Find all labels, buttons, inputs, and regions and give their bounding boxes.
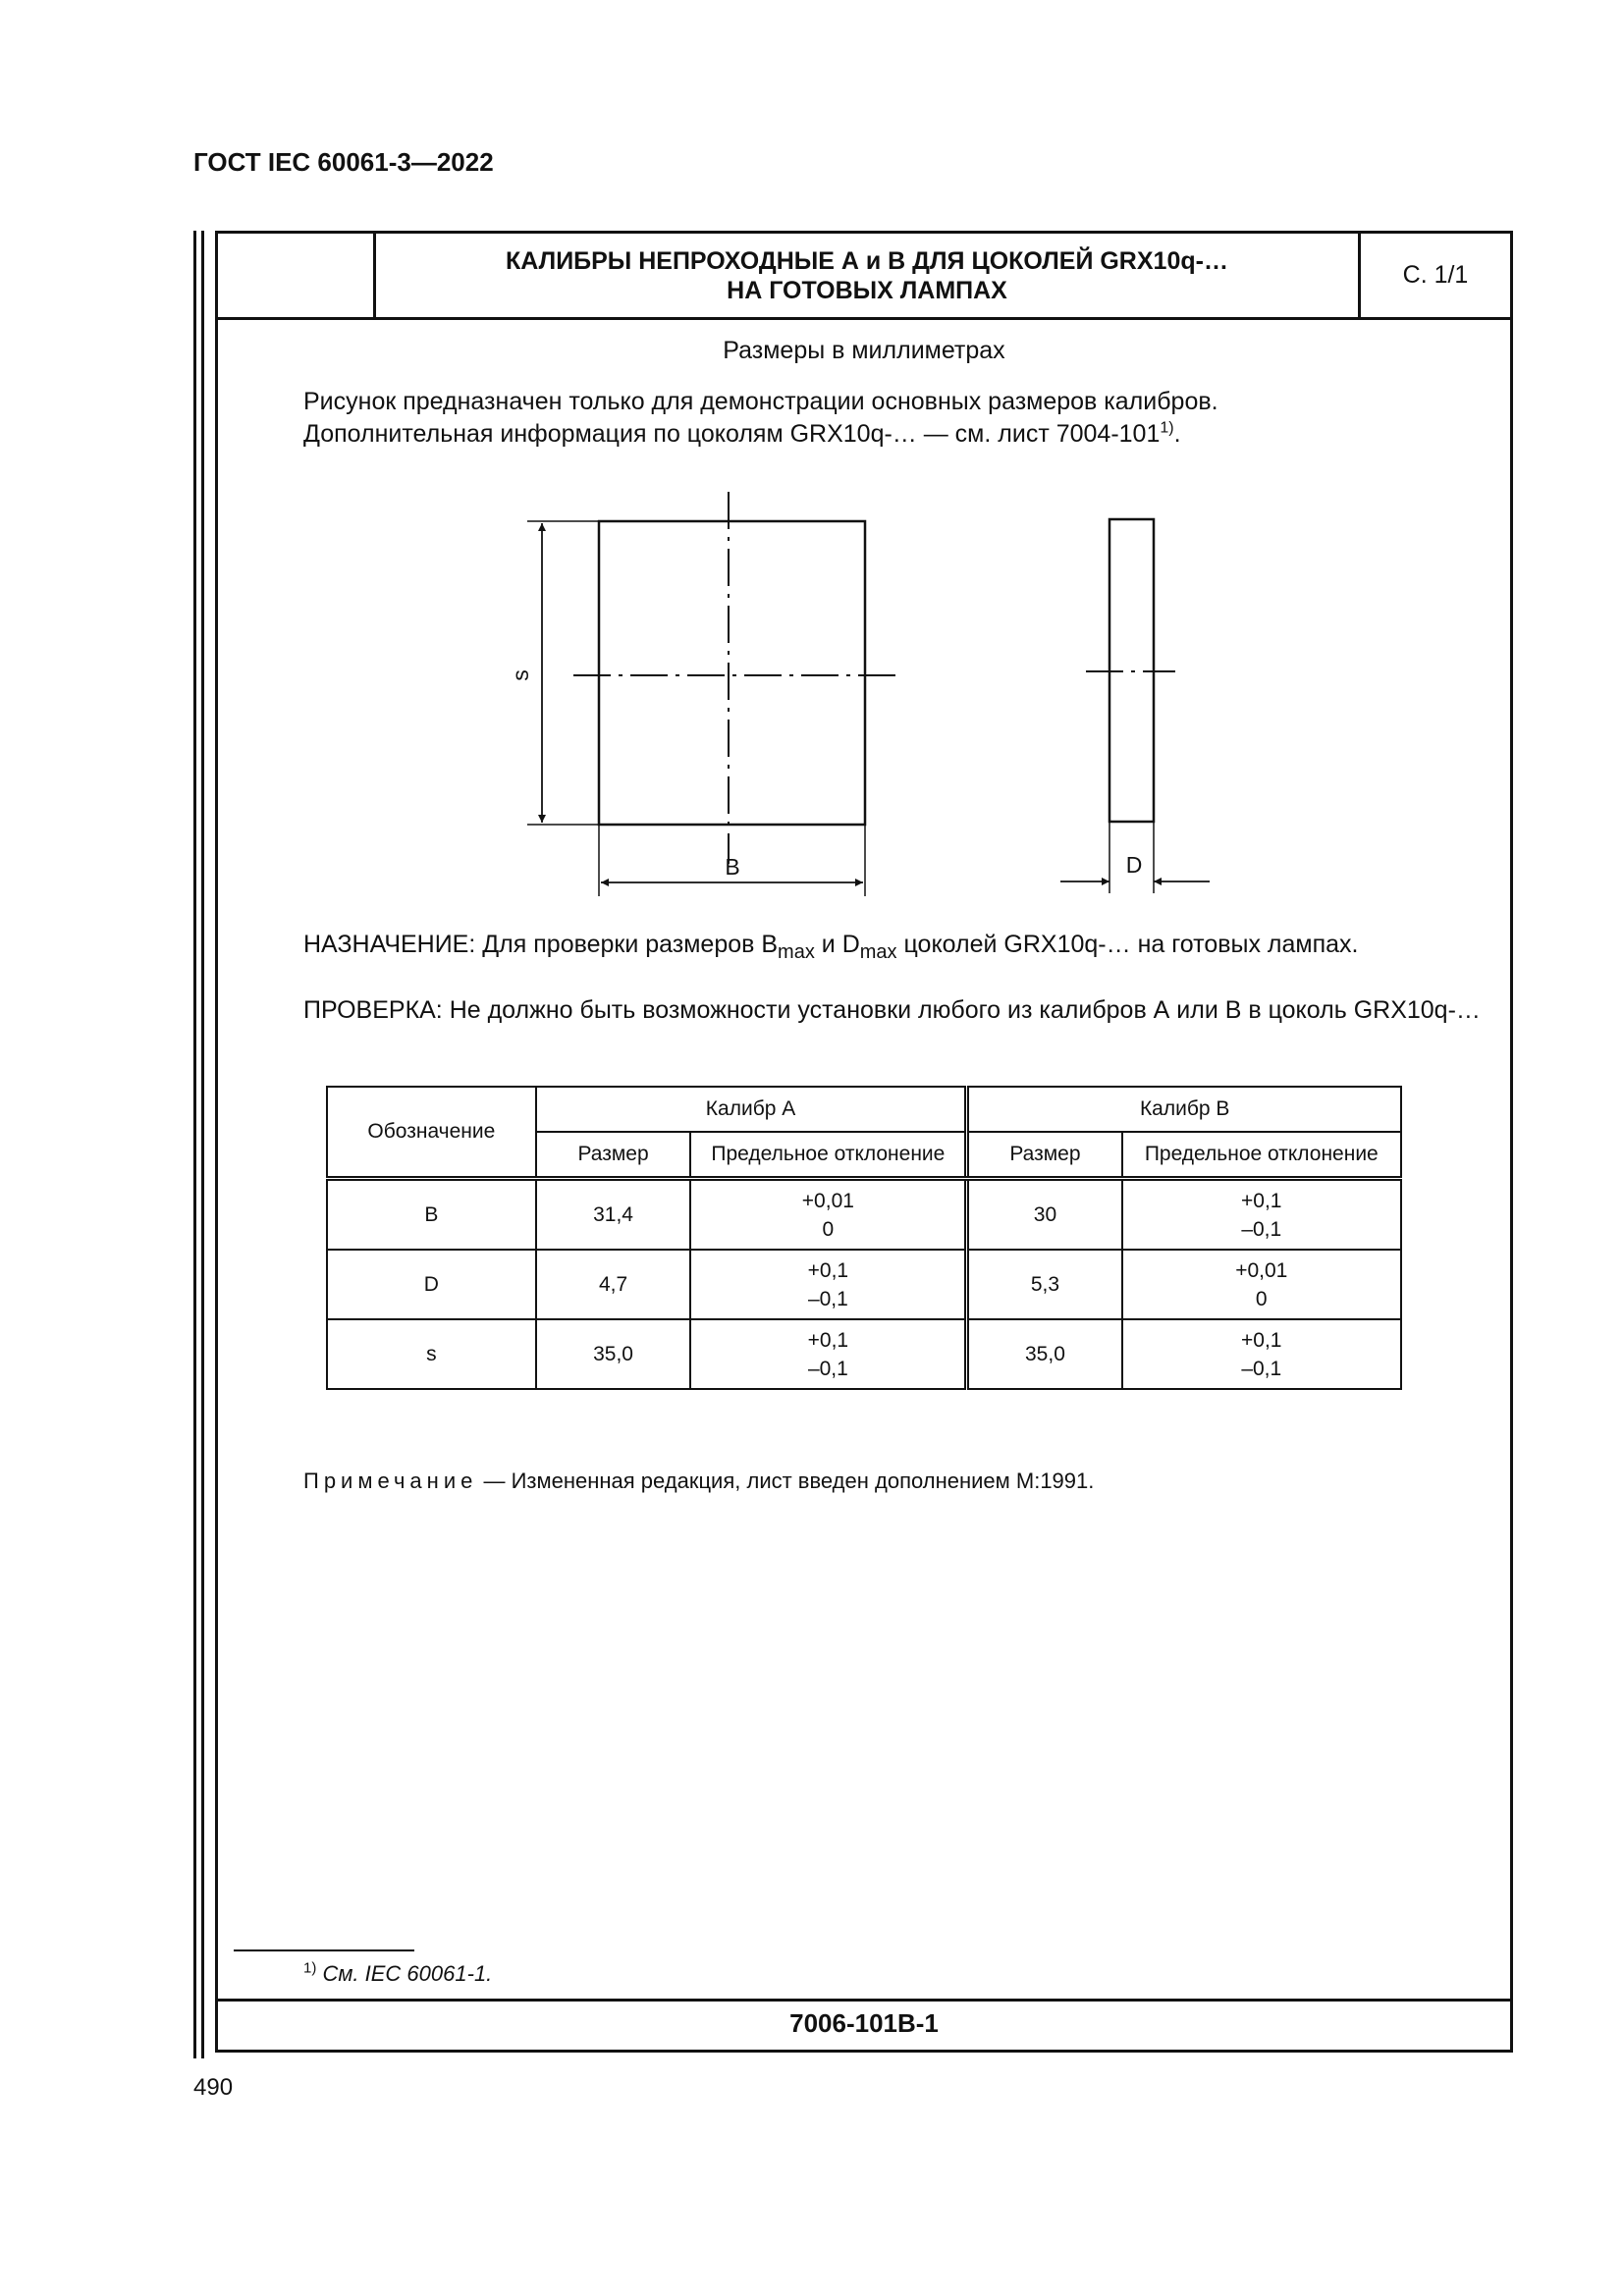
gauge-front-outline [599, 521, 865, 825]
b-size-cell: 5,3 [967, 1250, 1122, 1319]
tolerance-upper: +0,1 [807, 1328, 849, 1352]
purpose-sub-2: max [859, 941, 897, 963]
table-row [327, 1179, 1401, 1251]
a-size-cell: 31,4 [536, 1179, 691, 1251]
a-size-cell: 4,7 [536, 1250, 691, 1319]
units-note: Размеры в миллиметрах [723, 337, 1005, 364]
header-gauge-a: Калибр А [536, 1087, 967, 1132]
footnote-ref: 1) [1160, 419, 1174, 437]
label-b: B [725, 854, 740, 880]
dimensions-table [326, 1086, 1402, 1390]
tolerance-lower: –0,1 [807, 1287, 848, 1310]
check-paragraph: ПРОВЕРКА: Не должно быть возможности установки любого из калибров А или В в цоколь GRX10q-… [303, 996, 1481, 1024]
intro-line-2-text: Дополнительная информация по цоколям GRX10q-… — см. лист 7004-101 [303, 420, 1161, 448]
purpose-text-3: цоколей GRX10q-… на готовых лампах. [896, 931, 1359, 958]
tolerance-lower: –0,1 [807, 1357, 848, 1380]
header-a-tolerance: Предельное отклонение [690, 1132, 966, 1179]
tolerance-upper: +0,01 [801, 1189, 854, 1212]
sheet-number: 7006-101В-1 [789, 2008, 939, 2038]
gauge-drawing [218, 234, 1510, 921]
purpose-text-2: и D [814, 931, 860, 958]
table-row [327, 1250, 1401, 1319]
tolerance-lower: 0 [1255, 1287, 1268, 1310]
b-tolerance-cell [1122, 1179, 1401, 1251]
note-text: — Измененная редакция, лист введен дополнением М:1991. [477, 1468, 1095, 1493]
left-margin-line [201, 231, 204, 2058]
header-designation: Обозначение [327, 1087, 536, 1179]
a-tolerance-cell [690, 1250, 966, 1319]
note [303, 1468, 1094, 1494]
tolerance-lower: 0 [822, 1217, 835, 1241]
header-a-size: Размер [536, 1132, 691, 1179]
purpose-sub-1: max [778, 941, 815, 963]
table-header-row [327, 1087, 1401, 1132]
designation-cell: D [327, 1250, 536, 1319]
footer-rule [218, 1999, 1510, 2002]
tolerance-upper: +0,01 [1235, 1258, 1288, 1282]
sheet-page-indicator: С. 1/1 [1402, 261, 1469, 289]
left-margin-line [193, 231, 196, 2058]
header-b-tolerance: Предельное отклонение [1122, 1132, 1401, 1179]
sheet-title-line-2: НА ГОТОВЫХ ЛАМПАХ [727, 276, 1007, 304]
tolerance-upper: +0,1 [1241, 1189, 1282, 1212]
b-size-cell: 35,0 [967, 1319, 1122, 1389]
footnote-text: См. IEC 60061-1. [316, 1961, 493, 1986]
a-tolerance-cell [690, 1319, 966, 1389]
header-b-size: Размер [967, 1132, 1122, 1179]
sheet-title-line-1: КАЛИБРЫ НЕПРОХОДНЫЕ А и В ДЛЯ ЦОКОЛЕЙ GRX10q-… [506, 246, 1228, 275]
note-label: Примечание [303, 1468, 478, 1493]
a-tolerance-cell [690, 1179, 966, 1251]
designation-cell: s [327, 1319, 536, 1389]
tolerance-upper: +0,1 [807, 1258, 849, 1282]
b-tolerance-cell [1122, 1250, 1401, 1319]
label-s: s [508, 669, 533, 681]
purpose-text-1: НАЗНАЧЕНИЕ: Для проверки размеров B [303, 931, 779, 958]
document-header: ГОСТ IEC 60061-3—2022 [193, 147, 494, 177]
tolerance-lower: –0,1 [1241, 1357, 1282, 1380]
footnote [303, 1961, 492, 1987]
table-row [327, 1319, 1401, 1389]
tolerance-lower: –0,1 [1241, 1217, 1282, 1241]
footnote-separator [234, 1949, 414, 1951]
label-d: D [1125, 852, 1143, 878]
page-number: 490 [193, 2074, 234, 2101]
footnote-mark: 1) [303, 1959, 317, 1977]
intro-line-2-end: . [1173, 420, 1181, 448]
intro-line-1: Рисунок предназначен только для демонстрации основных размеров калибров. [303, 388, 1218, 415]
sheet-frame [215, 231, 1513, 2053]
b-tolerance-cell [1122, 1319, 1401, 1389]
header-gauge-b: Калибр В [967, 1087, 1401, 1132]
purpose-paragraph [303, 929, 1359, 961]
tolerance-upper: +0,1 [1241, 1328, 1282, 1352]
a-size-cell: 35,0 [536, 1319, 691, 1389]
b-size-cell: 30 [967, 1179, 1122, 1251]
designation-cell: B [327, 1179, 536, 1251]
